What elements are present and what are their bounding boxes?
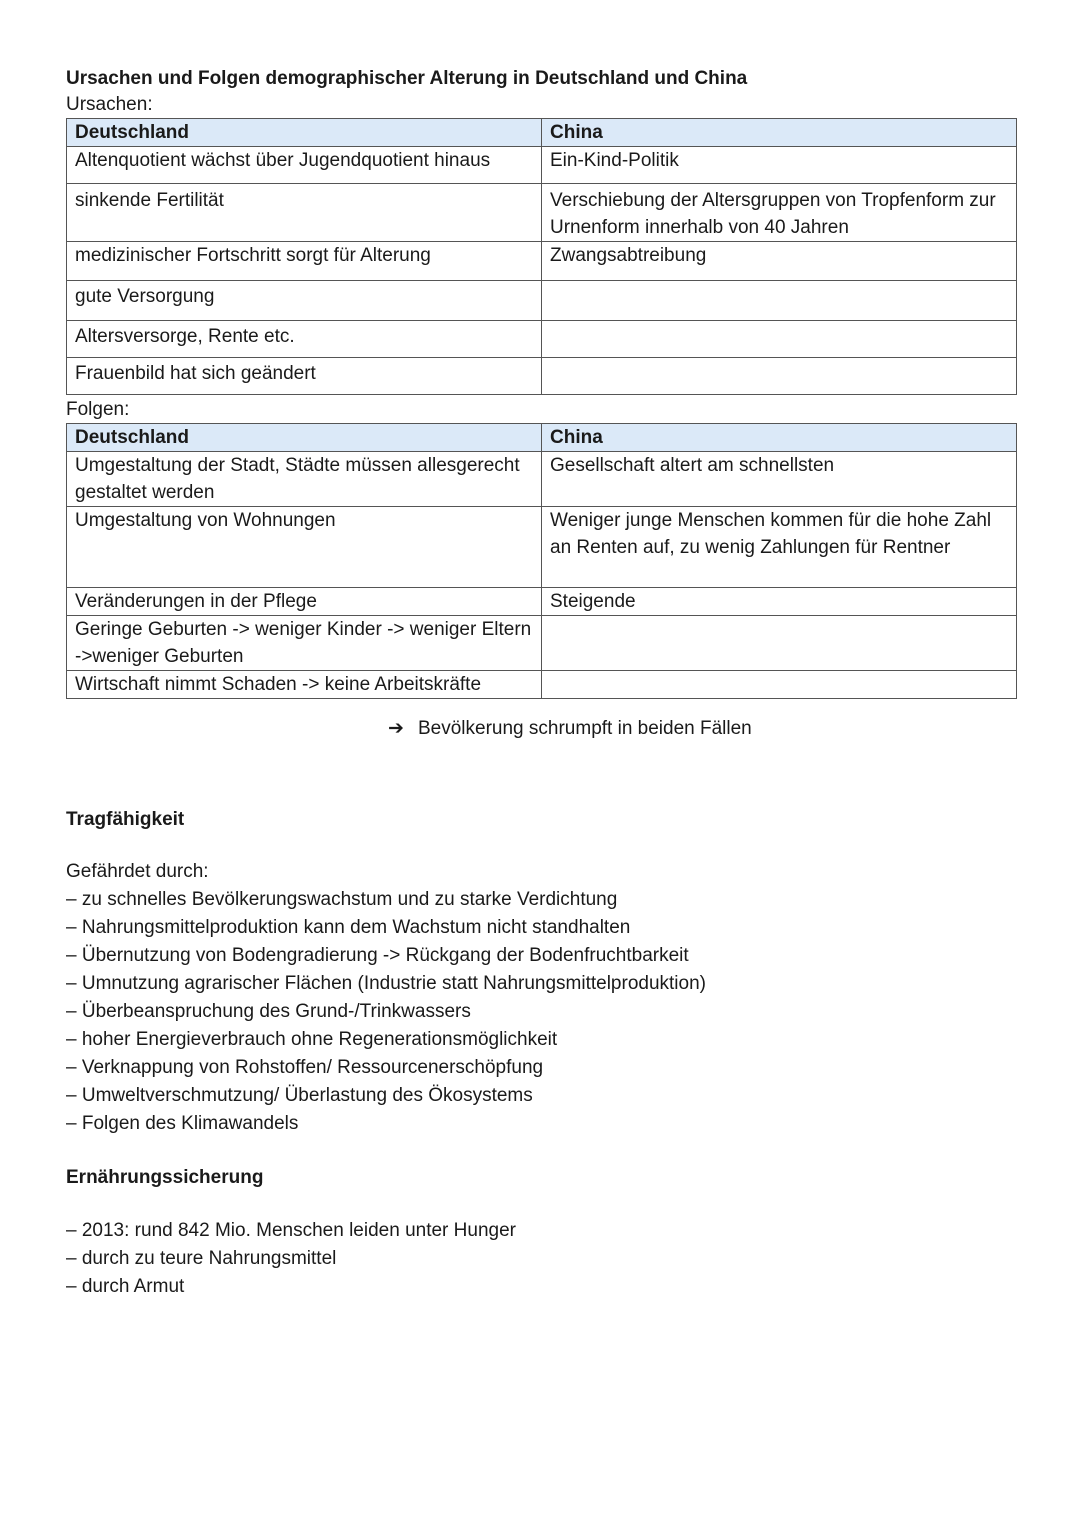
consequences-table (66, 423, 1017, 699)
table-row (67, 184, 1017, 242)
arrow-right-icon: ➔ (388, 718, 404, 739)
list-item: – Übernutzung von Bodengradierung -> Rückgang der Bodenfruchtbarkeit (66, 942, 1016, 970)
table-cell: Gesellschaft altert am schnellsten (542, 452, 1017, 507)
header-cell-deutschland: Deutschland (67, 119, 542, 147)
table-cell: Verschiebung der Altersgruppen von Tropfenform zur Urnenform innerhalb von 40 Jahren (542, 184, 1017, 242)
table-cell: Umgestaltung der Stadt, Städte müssen allesgerecht gestaltet werden (67, 452, 542, 507)
table-cell: Frauenbild hat sich geändert (67, 358, 542, 395)
consequences-label: Folgen: (66, 399, 130, 420)
table-header-row (67, 119, 1017, 147)
table-row (67, 358, 1017, 395)
list-item: – 2013: rund 842 Mio. Menschen leiden unter Hunger (66, 1217, 1016, 1245)
table-cell (542, 281, 1017, 321)
header-cell-china: China (542, 119, 1017, 147)
table-cell (542, 321, 1017, 358)
table-cell (542, 671, 1017, 699)
table-row (67, 616, 1017, 671)
list-item: – durch zu teure Nahrungsmittel (66, 1245, 1016, 1273)
header-cell-deutschland: Deutschland (67, 424, 542, 452)
table-row (67, 147, 1017, 184)
list-item: – Nahrungsmittelproduktion kann dem Wachstum nicht standhalten (66, 914, 1016, 942)
document-page (66, 66, 1016, 1301)
tragfaehigkeit-intro: Gefährdet durch: (66, 861, 209, 882)
causes-label: Ursachen: (66, 94, 153, 115)
table-row (67, 452, 1017, 507)
table-header-row (67, 424, 1017, 452)
table-cell (67, 616, 542, 671)
table-cell: sinkende Fertilität (67, 184, 542, 242)
table-row (67, 281, 1017, 321)
causes-table (66, 118, 1017, 395)
table-cell: Veränderungen in der Pflege (67, 588, 542, 616)
conclusion-line (66, 715, 1016, 742)
table-cell: Zwangsabtreibung (542, 242, 1017, 281)
table-cell (542, 616, 1017, 671)
section-heading-tragfaehigkeit: Tragfähigkeit (66, 809, 185, 830)
table-cell: Steigende (542, 588, 1017, 616)
tragfaehigkeit-list (66, 886, 1016, 1138)
list-item: – Umnutzung agrarischer Flächen (Industrie statt Nahrungsmittelproduktion) (66, 970, 1016, 998)
list-item: – Folgen des Klimawandels (66, 1110, 1016, 1138)
cell-line: Geringe Geburten -> weniger Kinder -> weniger Eltern (75, 619, 532, 640)
table-row (67, 588, 1017, 616)
section-heading-ernaehrungssicherung: Ernährungssicherung (66, 1167, 264, 1188)
list-item: – hoher Energieverbrauch ohne Regenerationsmöglichkeit (66, 1026, 1016, 1054)
cell-line: ->weniger Geburten (75, 646, 244, 667)
table-cell: Ein-Kind-Politik (542, 147, 1017, 184)
list-item: – Überbeanspruchung des Grund-/Trinkwassers (66, 998, 1016, 1026)
document-title: Ursachen und Folgen demographischer Alterung in Deutschland und China (66, 68, 748, 89)
table-row (67, 507, 1017, 588)
table-cell: Umgestaltung von Wohnungen (67, 507, 542, 588)
table-cell: Altenquotient wächst über Jugendquotient hinaus (67, 147, 542, 184)
list-item: – Umweltverschmutzung/ Überlastung des Ökosystems (66, 1082, 1016, 1110)
table-cell (542, 358, 1017, 395)
list-item: – Verknappung von Rohstoffen/ Ressourcenerschöpfung (66, 1054, 1016, 1082)
table-row (67, 671, 1017, 699)
header-cell-china: China (542, 424, 1017, 452)
list-item: – durch Armut (66, 1273, 1016, 1301)
table-cell: medizinischer Fortschritt sorgt für Alterung (67, 242, 542, 281)
table-row (67, 321, 1017, 358)
list-item: – zu schnelles Bevölkerungswachstum und zu starke Verdichtung (66, 886, 1016, 914)
table-cell: gute Versorgung (67, 281, 542, 321)
ernaehrung-list (66, 1217, 1016, 1301)
table-cell: Wirtschaft nimmt Schaden -> keine Arbeitskräfte (67, 671, 542, 699)
table-cell: Weniger junge Menschen kommen für die hohe Zahl an Renten auf, zu wenig Zahlungen für Rentner (542, 507, 1017, 588)
conclusion-text: Bevölkerung schrumpft in beiden Fällen (418, 718, 752, 739)
table-row (67, 242, 1017, 281)
table-cell: Altersversorge, Rente etc. (67, 321, 542, 358)
